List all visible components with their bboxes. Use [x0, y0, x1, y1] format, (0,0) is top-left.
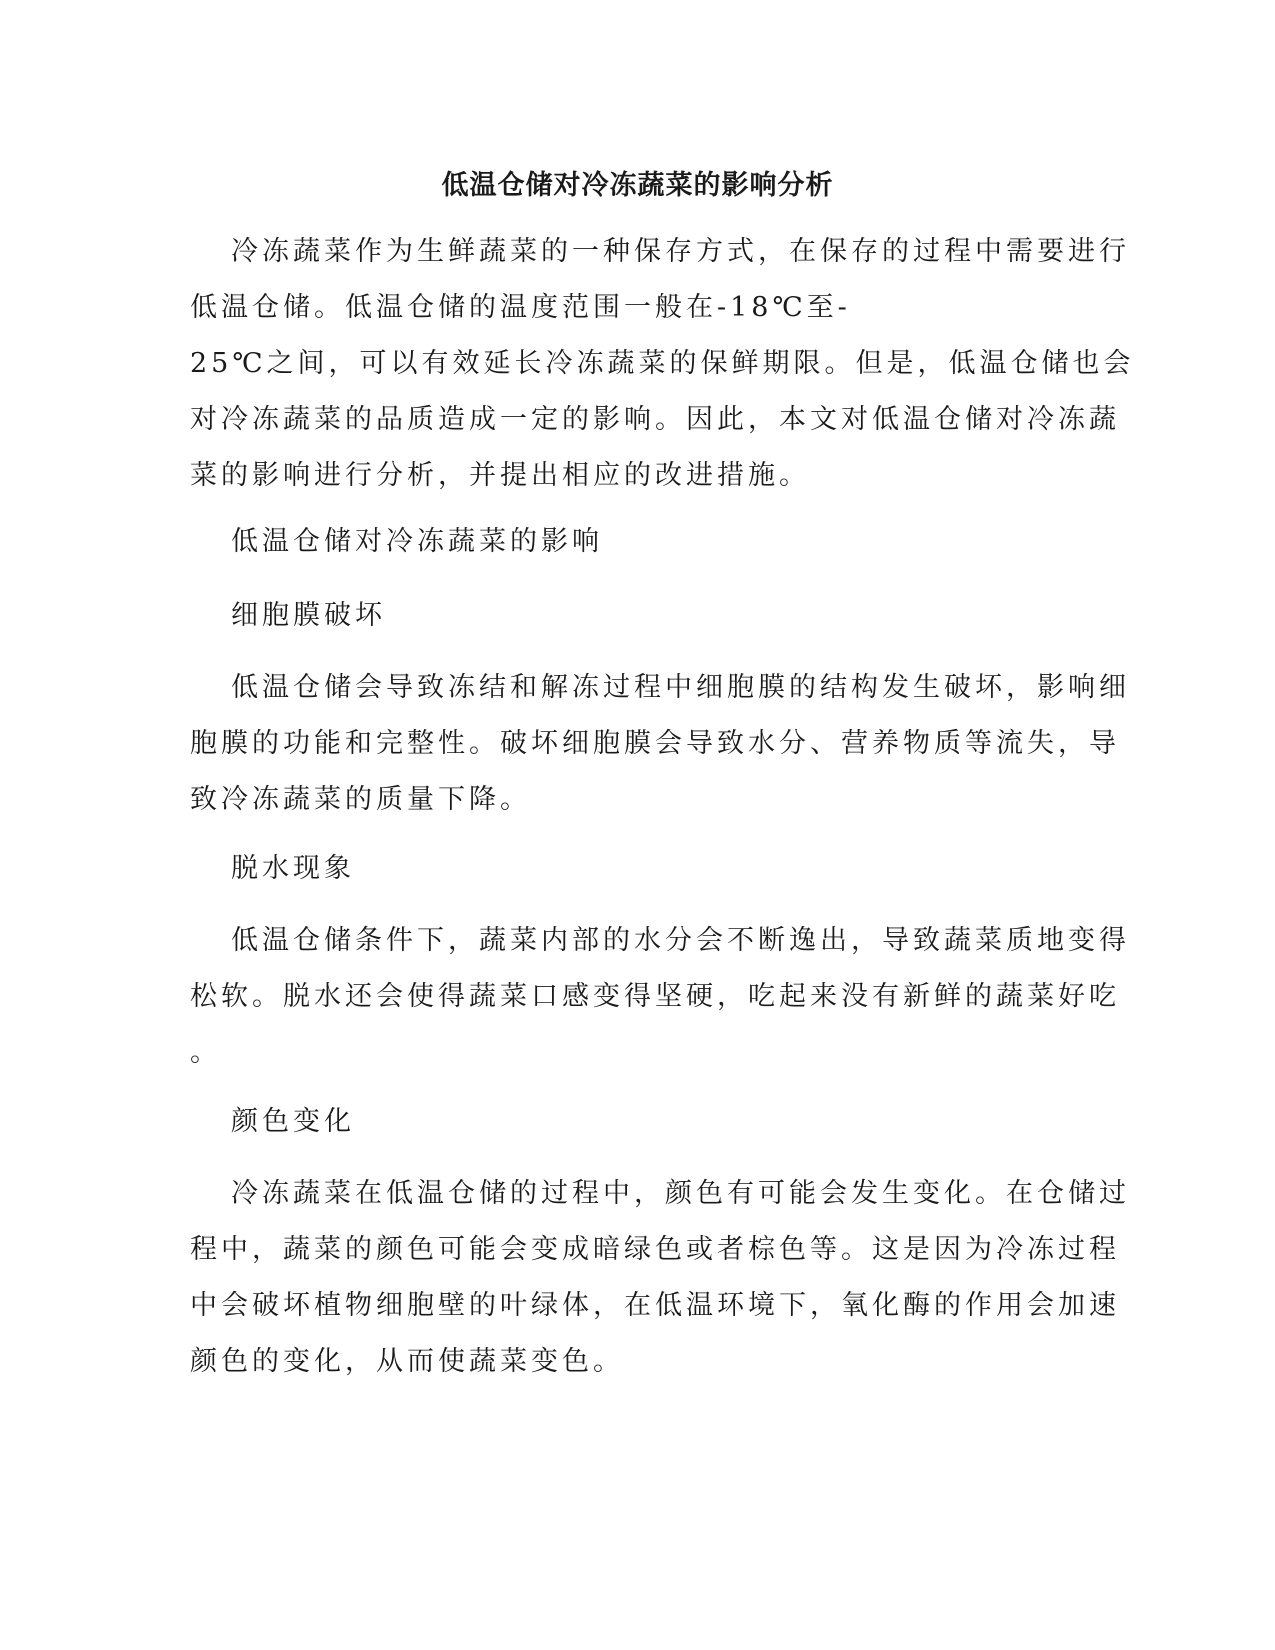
- dehydration-paragraph: [190, 913, 1130, 1081]
- paragraph-line: 中会破坏植物细胞壁的叶绿体，在低温环境下，氧化酶的作用会加速: [190, 1290, 1120, 1321]
- paragraph-line: 25℃之间，可以有效延长冷冻蔬菜的保鲜期限。但是，低温仓储也会: [190, 348, 1135, 379]
- paragraph-line: 低温仓储会导致冻结和解冻过程中细胞膜的结构发生破坏，影响细: [231, 672, 1130, 703]
- subsection-heading-cell-membrane: 细胞膜破坏: [231, 600, 386, 631]
- paragraph-line: 胞膜的功能和完整性。破坏细胞膜会导致水分、营养物质等流失，导: [190, 728, 1120, 759]
- section-heading: 低温仓储对冷冻蔬菜的影响: [231, 526, 603, 557]
- paragraph-line: 冷冻蔬菜作为生鲜蔬菜的一种保存方式，在保存的过程中需要进行: [231, 236, 1130, 267]
- paragraph-line: 低温仓储条件下，蔬菜内部的水分会不断逸出，导致蔬菜质地变得: [231, 925, 1130, 956]
- paragraph-line: 对冷冻蔬菜的品质造成一定的影响。因此，本文对低温仓储对冷冻蔬: [190, 404, 1120, 435]
- intro-paragraph: [190, 224, 1135, 504]
- paragraph-line: 致冷冻蔬菜的质量下降。: [190, 784, 531, 815]
- color-change-paragraph: [190, 1166, 1130, 1390]
- document-title: 低温仓储对冷冻蔬菜的影响分析: [441, 170, 834, 201]
- paragraph-line: 程中，蔬菜的颜色可能会变成暗绿色或者棕色等。这是因为冷冻过程: [190, 1234, 1120, 1265]
- paragraph-line: 颜色的变化，从而使蔬菜变色。: [190, 1346, 624, 1377]
- paragraph-line: 菜的影响进行分析，并提出相应的改进措施。: [190, 460, 810, 491]
- paragraph-line: 冷冻蔬菜在低温仓储的过程中，颜色有可能会发生变化。在仓储过: [231, 1178, 1130, 1209]
- cell-membrane-paragraph: [190, 660, 1130, 828]
- subsection-heading-color-change: 颜色变化: [231, 1106, 355, 1137]
- paragraph-line: 松软。脱水还会使得蔬菜口感变得坚硬，吃起来没有新鲜的蔬菜好吃: [190, 981, 1120, 1012]
- paragraph-line: 低温仓储。低温仓储的温度范围一般在-18℃至-: [190, 292, 851, 323]
- subsection-heading-dehydration: 脱水现象: [231, 853, 355, 884]
- paragraph-line: 。: [190, 1037, 221, 1068]
